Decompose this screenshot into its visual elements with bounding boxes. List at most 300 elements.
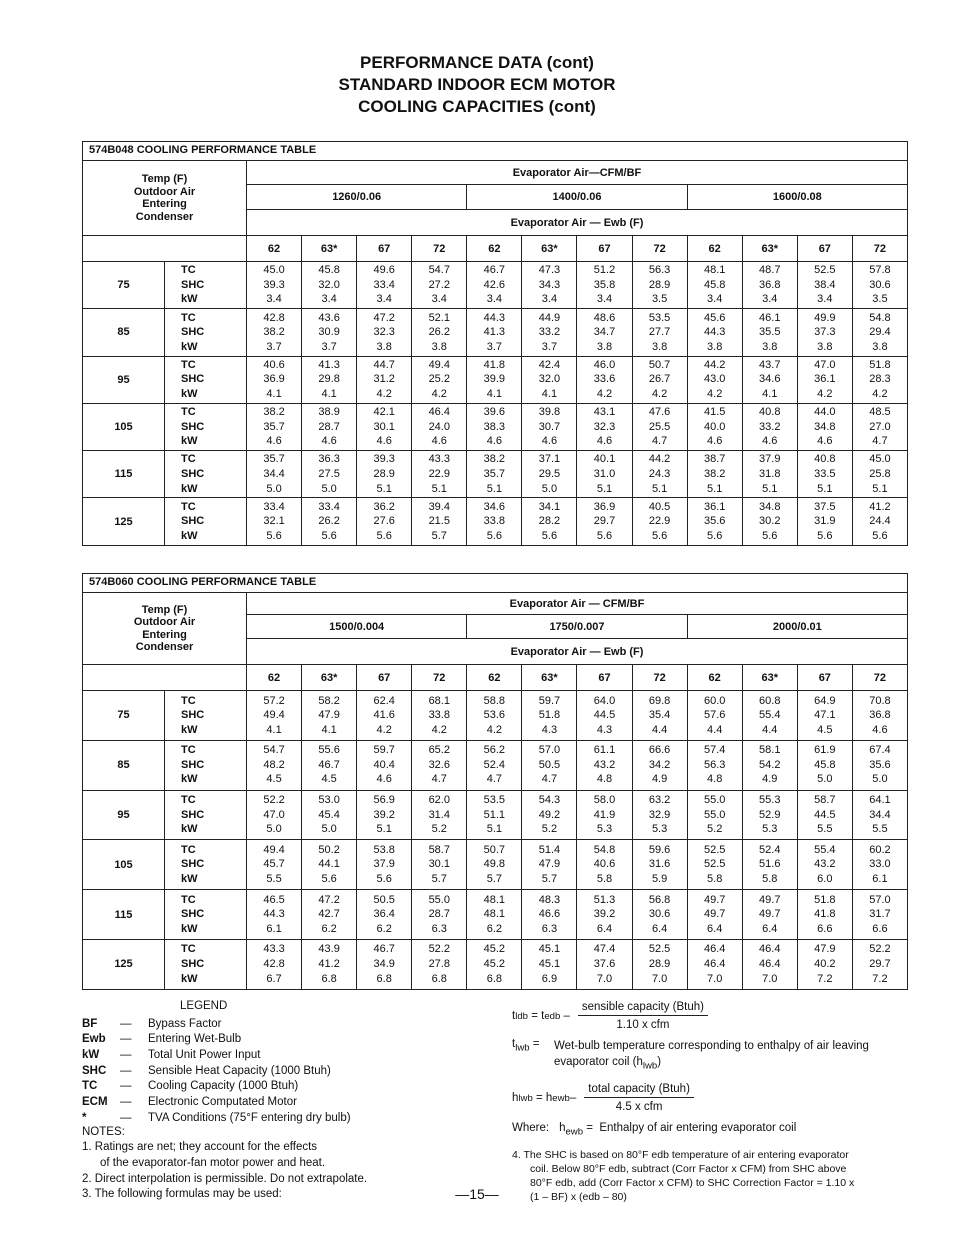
row-label: kW [181, 529, 198, 542]
value-cell [302, 840, 357, 890]
table-row [83, 356, 908, 403]
kw-value: 6.3 [431, 922, 447, 935]
tc-value: 56.2 [483, 744, 506, 757]
shc-value: 32.6 [428, 758, 450, 771]
shc-value: 44.5 [814, 808, 836, 821]
shc-value: 37.6 [593, 958, 616, 971]
shc-value: 39.2 [593, 908, 616, 921]
legend-key: SHC [82, 1064, 107, 1077]
shc-value: 49.8 [483, 858, 506, 871]
shc-value: 27.8 [428, 958, 450, 971]
ewb-column: 62 [247, 236, 302, 262]
shc-value: 47.9 [318, 709, 340, 722]
kw-value: 5.3 [651, 823, 668, 836]
value-cell [467, 840, 522, 890]
shc-value: 41.9 [593, 808, 616, 821]
shc-value: 32.1 [263, 515, 285, 528]
tc-value: 45.6 [703, 311, 726, 324]
kw-value: 4.5 [321, 773, 337, 786]
shc-value: 28.7 [318, 420, 340, 433]
kw-value: 3.7 [321, 340, 337, 353]
tc-value: 53.5 [648, 311, 671, 324]
ewb-header: Evaporator Air — Ewb (F) [247, 639, 908, 665]
row-label: TC [181, 843, 196, 856]
kw-value: 6.0 [817, 873, 833, 886]
legend-desc: Bypass Factor [148, 1017, 222, 1030]
legend-dash: — [120, 1095, 132, 1108]
tc-value: 49.9 [814, 311, 836, 324]
value-cell [412, 451, 467, 498]
shc-value: 27.6 [373, 515, 395, 528]
tc-value: 47.9 [814, 943, 836, 956]
kw-value: 4.7 [541, 773, 558, 786]
cfm-group: 1600/0.08 [687, 185, 907, 210]
shc-value: 24.0 [428, 420, 450, 433]
tc-value: 33.4 [318, 500, 340, 513]
shc-value: 52.5 [703, 858, 726, 871]
shc-value: 25.8 [869, 468, 891, 481]
value-cell [687, 498, 742, 545]
value-cell [577, 403, 632, 450]
temp-header-line: Outdoor Air [133, 616, 196, 628]
value-cell [852, 403, 907, 450]
tc-value: 38.7 [703, 453, 726, 466]
value-cell [302, 890, 357, 940]
kw-value: 6.4 [762, 922, 778, 935]
kw-value: 5.6 [817, 529, 833, 542]
shc-value: 50.5 [538, 758, 561, 771]
shc-value: 22.9 [648, 515, 671, 528]
value-cell [357, 498, 412, 545]
value-cell [797, 498, 852, 545]
value-cell [247, 451, 302, 498]
kw-value: 4.2 [376, 723, 392, 736]
kw-value: 5.7 [431, 529, 447, 542]
kw-value: 4.6 [486, 435, 502, 448]
row-label: kW [181, 723, 198, 736]
value-cell [467, 451, 522, 498]
table-row [83, 451, 908, 498]
value-cell [467, 691, 522, 741]
value-cell [577, 498, 632, 545]
value-cell [522, 451, 577, 498]
kw-value: 5.1 [486, 482, 502, 495]
kw-value: 5.3 [596, 823, 613, 836]
outdoor-temp: 125 [83, 498, 165, 545]
performance-table [82, 160, 908, 546]
tc-value: 64.1 [869, 794, 891, 807]
tc-value: 43.6 [318, 311, 340, 324]
kw-value: 6.8 [376, 972, 392, 985]
legend-desc: Cooling Capacity (1000 Btuh) [148, 1080, 299, 1093]
kw-value: 5.0 [541, 482, 558, 495]
tc-value: 46.4 [703, 943, 726, 956]
tc-value: 33.4 [263, 500, 285, 513]
shc-value: 51.8 [538, 709, 561, 722]
value-cell [247, 498, 302, 545]
kw-value: 5.7 [486, 873, 502, 886]
cfm-group: 2000/0.01 [687, 615, 907, 639]
kw-value: 3.4 [321, 293, 337, 306]
shc-value: 26.2 [428, 326, 450, 339]
value-cell [247, 356, 302, 403]
table-row [83, 790, 908, 840]
kw-value: 5.6 [872, 529, 888, 542]
value-cell [577, 840, 632, 890]
note-4: 4. The SHC is based on 80°F edb temperature of air entering evaporator coil. Below 80°F edb, subtract (Corr Factor x CFM) from SHC above 80°F edb, add (Corr Factor x CFM) to SHC Correction Factor = 1.10 x (1 – BF) x (edb – 80) [512, 1148, 855, 1203]
value-cell [742, 840, 797, 890]
row-label: SHC [181, 468, 205, 481]
table-row [83, 262, 908, 309]
value-cell [522, 262, 577, 309]
kw-value: 5.6 [376, 873, 392, 886]
tc-value: 45.0 [263, 264, 285, 277]
tc-value: 50.2 [318, 843, 340, 856]
legend [82, 1000, 502, 1204]
tc-value: 50.5 [373, 893, 395, 906]
kw-value: 3.4 [266, 293, 282, 306]
tc-value: 61.9 [814, 744, 836, 757]
kw-value: 5.1 [431, 482, 447, 495]
value-cell [357, 890, 412, 940]
value-cell [852, 740, 907, 790]
kw-value: 3.8 [596, 340, 613, 353]
shc-value: 46.7 [318, 758, 340, 771]
note-1b: of the evaporator-fan motor power and heat. [100, 1156, 326, 1169]
shc-value: 45.4 [318, 808, 340, 821]
kw-value: 4.5 [817, 723, 833, 736]
value-cell [852, 498, 907, 545]
row-labels [165, 403, 247, 450]
value-cell [302, 740, 357, 790]
table-row [83, 740, 908, 790]
tc-value: 51.8 [869, 358, 891, 371]
tc-value: 41.8 [483, 358, 506, 371]
temp-header [83, 161, 247, 236]
shc-value: 38.3 [483, 420, 506, 433]
kw-value: 4.2 [707, 388, 723, 401]
kw-value: 4.2 [596, 388, 613, 401]
shc-value: 45.2 [483, 958, 506, 971]
table-row [83, 403, 908, 450]
tc-value: 46.4 [428, 406, 450, 419]
kw-value: 5.6 [707, 529, 723, 542]
shc-value: 34.4 [869, 808, 891, 821]
shc-value: 36.8 [869, 709, 891, 722]
title-line-3: COOLING CAPACITIES (cont) [358, 97, 596, 116]
tc-value: 44.3 [483, 311, 506, 324]
value-cell [797, 691, 852, 741]
kw-value: 7.0 [596, 972, 613, 985]
row-label: TC [181, 500, 196, 513]
value-cell [797, 740, 852, 790]
value-cell [302, 356, 357, 403]
tc-value: 56.8 [648, 893, 671, 906]
kw-value: 4.6 [266, 435, 282, 448]
kw-value: 7.2 [817, 972, 833, 985]
legend-item [82, 1078, 502, 1094]
value-cell [412, 262, 467, 309]
tc-value: 45.0 [869, 453, 891, 466]
title-line-2: STANDARD INDOOR ECM MOTOR [338, 75, 616, 94]
note-3: 3. The following formulas may be used: [82, 1188, 282, 1201]
value-cell [577, 740, 632, 790]
tc-value: 53.5 [483, 794, 506, 807]
shc-value: 44.5 [593, 709, 616, 722]
legend-key: ECM [82, 1095, 108, 1108]
shc-value: 33.0 [869, 858, 891, 871]
formula-tldb: t ldb = t edb – $\frac{\text{sensible capacity (Btuh)}}{\text{1.10 x cfm}}$ [512, 998, 912, 1034]
tc-value: 54.8 [869, 311, 891, 324]
row-label: TC [181, 744, 196, 757]
cfm-group: 1400/0.06 [467, 185, 687, 210]
shc-value: 31.0 [593, 468, 616, 481]
shc-value: 28.3 [869, 373, 891, 386]
shc-value: 45.1 [538, 958, 561, 971]
kw-value: 4.7 [872, 435, 888, 448]
shc-value: 46.4 [703, 958, 726, 971]
shc-value: 49.4 [263, 709, 285, 722]
kw-value: 3.4 [376, 293, 392, 306]
row-label: kW [181, 293, 198, 306]
tc-value: 64.0 [593, 694, 616, 707]
shc-value: 33.2 [759, 420, 781, 433]
row-label: kW [181, 388, 198, 401]
row-label: TC [181, 893, 196, 906]
kw-value: 4.7 [486, 773, 502, 786]
tc-value: 49.7 [703, 893, 726, 906]
kw-value: 4.6 [431, 435, 447, 448]
tc-value: 68.1 [428, 694, 450, 707]
table-row [83, 309, 908, 356]
kw-value: 3.4 [762, 293, 778, 306]
tc-value: 46.7 [373, 943, 395, 956]
value-cell [742, 403, 797, 450]
value-cell [687, 356, 742, 403]
tc-value: 60.2 [869, 843, 891, 856]
value-cell [797, 262, 852, 309]
tc-value: 40.5 [648, 500, 671, 513]
value-cell [742, 790, 797, 840]
row-label: kW [181, 972, 198, 985]
row-label: TC [181, 358, 196, 371]
shc-value: 55.0 [703, 808, 726, 821]
shc-value: 48.1 [483, 908, 506, 921]
kw-value: 5.1 [817, 482, 833, 495]
shc-value: 53.6 [483, 709, 506, 722]
value-cell [357, 403, 412, 450]
kw-value: 4.1 [762, 388, 778, 401]
table-row [83, 691, 908, 741]
shc-value: 43.2 [593, 758, 616, 771]
ewb-column: 72 [412, 236, 467, 262]
row-labels [165, 451, 247, 498]
page-number: —15— [455, 1186, 499, 1202]
kw-value: 6.7 [266, 972, 282, 985]
ewb-column: 63* [302, 665, 357, 691]
tc-value: 46.7 [483, 264, 506, 277]
kw-value: 4.2 [376, 388, 392, 401]
value-cell [357, 451, 412, 498]
row-label: TC [181, 264, 196, 277]
tc-value: 52.5 [814, 264, 836, 277]
value-cell [247, 740, 302, 790]
ewb-column: 67 [357, 665, 412, 691]
shc-value: 36.1 [814, 373, 836, 386]
value-cell [522, 890, 577, 940]
value-cell [247, 262, 302, 309]
row-label: SHC [181, 858, 205, 871]
row-label: kW [181, 873, 198, 886]
kw-value: 5.6 [376, 529, 392, 542]
ewb-column: 63* [522, 665, 577, 691]
kw-value: 4.6 [376, 435, 392, 448]
legend-dash: — [120, 1080, 132, 1093]
outdoor-temp: 85 [83, 740, 165, 790]
tc-value: 40.8 [814, 453, 836, 466]
shc-value: 45.8 [814, 758, 836, 771]
tc-value: 42.1 [373, 406, 395, 419]
outdoor-temp: 85 [83, 309, 165, 356]
kw-value: 3.5 [872, 293, 888, 306]
shc-value: 31.8 [759, 468, 781, 481]
kw-value: 5.1 [651, 482, 668, 495]
tc-value: 59.7 [538, 694, 561, 707]
tc-value: 49.6 [373, 264, 395, 277]
tc-value: 43.1 [593, 406, 616, 419]
tc-value: 62.4 [373, 694, 395, 707]
kw-value: 5.6 [596, 529, 613, 542]
value-cell [522, 840, 577, 890]
value-cell [687, 691, 742, 741]
value-cell [852, 790, 907, 840]
shc-value: 31.7 [869, 908, 891, 921]
shc-value: 25.5 [648, 420, 671, 433]
kw-value: 5.5 [872, 823, 888, 836]
value-cell [797, 939, 852, 989]
kw-value: 4.4 [651, 723, 668, 736]
kw-value: 6.4 [707, 922, 723, 935]
tc-value: 48.1 [483, 893, 506, 906]
row-label: SHC [181, 278, 205, 291]
tc-value: 57.2 [263, 694, 285, 707]
outdoor-temp: 125 [83, 939, 165, 989]
value-cell [467, 262, 522, 309]
tc-value: 48.7 [759, 264, 781, 277]
tc-value: 38.2 [263, 406, 285, 419]
formulas [512, 998, 912, 1204]
shc-value: 40.4 [373, 758, 395, 771]
value-cell [412, 691, 467, 741]
tc-value: 52.2 [263, 794, 285, 807]
tc-value: 67.4 [869, 744, 891, 757]
kw-value: 4.3 [596, 723, 613, 736]
tc-value: 52.2 [428, 943, 450, 956]
tc-value: 52.5 [703, 843, 726, 856]
tc-value: 54.7 [428, 264, 450, 277]
cfm-header: Evaporator Air—CFM/BF [247, 161, 908, 185]
value-cell [632, 262, 687, 309]
kw-value: 5.9 [651, 873, 668, 886]
tc-value: 61.1 [593, 744, 616, 757]
legend-key: BF [82, 1017, 98, 1030]
shc-value: 36.4 [373, 908, 395, 921]
tc-value: 64.9 [814, 694, 836, 707]
value-cell [302, 309, 357, 356]
tc-value: 59.7 [373, 744, 395, 757]
outdoor-temp: 95 [83, 356, 165, 403]
ewb-column: 67 [577, 665, 632, 691]
performance-table [82, 592, 908, 990]
value-cell [852, 691, 907, 741]
value-cell [412, 356, 467, 403]
shc-value: 29.7 [869, 958, 891, 971]
row-labels [165, 356, 247, 403]
kw-value: 4.1 [266, 723, 282, 736]
shc-value: 26.2 [318, 515, 340, 528]
legend-item [82, 1047, 502, 1063]
shc-value: 36.8 [759, 278, 781, 291]
legend-item [82, 1016, 502, 1032]
legend-desc: Entering Wet-Bulb [148, 1033, 242, 1046]
tc-value: 36.3 [318, 453, 340, 466]
legend-item [82, 1063, 502, 1079]
ewb-column: 62 [247, 665, 302, 691]
value-cell [412, 790, 467, 840]
shc-value: 42.6 [483, 278, 506, 291]
value-cell [742, 262, 797, 309]
tc-value: 62.0 [428, 794, 450, 807]
row-label: SHC [181, 326, 205, 339]
shc-value: 52.4 [483, 758, 506, 771]
kw-value: 4.2 [872, 388, 888, 401]
tc-value: 40.1 [593, 453, 616, 466]
fraction-total: $\frac{\text{total capacity (Btuh)}}{\text{4.5 x cfm}}$ [584, 1083, 694, 1113]
value-cell [632, 498, 687, 545]
tc-value: 47.4 [593, 943, 616, 956]
kw-value: 6.2 [321, 922, 337, 935]
kw-value: 4.6 [872, 723, 888, 736]
tc-value: 48.6 [593, 311, 616, 324]
value-cell [357, 691, 412, 741]
kw-value: 4.2 [431, 723, 447, 736]
kw-value: 4.2 [817, 388, 833, 401]
value-cell [522, 356, 577, 403]
tc-value: 55.0 [428, 893, 450, 906]
shc-value: 24.4 [869, 515, 891, 528]
tc-value: 60.0 [703, 694, 726, 707]
value-cell [852, 890, 907, 940]
tc-value: 60.8 [759, 694, 781, 707]
shc-value: 33.2 [538, 326, 561, 339]
kw-value: 5.1 [486, 823, 502, 836]
tc-value: 45.1 [538, 943, 561, 956]
value-cell [797, 840, 852, 890]
kw-value: 5.5 [266, 873, 282, 886]
value-cell [577, 890, 632, 940]
tc-value: 38.2 [483, 453, 506, 466]
kw-value: 5.6 [651, 529, 668, 542]
kw-value: 4.2 [486, 723, 502, 736]
tc-value: 49.4 [428, 358, 450, 371]
tc-value: 51.4 [538, 843, 561, 856]
tc-value: 47.6 [648, 406, 671, 419]
value-cell [742, 356, 797, 403]
shc-value: 45.7 [263, 858, 285, 871]
kw-value: 5.1 [596, 482, 613, 495]
shc-value: 27.7 [648, 326, 671, 339]
shc-value: 39.2 [373, 808, 395, 821]
